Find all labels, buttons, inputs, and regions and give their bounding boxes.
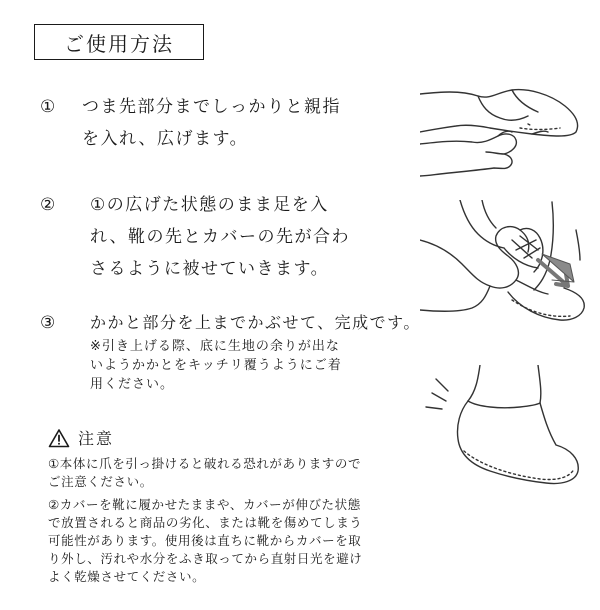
caution-heading [48, 426, 114, 449]
page-title-text: ご使用方法 [64, 31, 174, 56]
step-3-note-line-2: いようかかとをキッチリ覆うようにご着 [90, 358, 342, 373]
putting-cover-over-shoe-illustration [420, 200, 595, 330]
step-3-line-1: かかと部分を上までかぶせて、完成です。 [90, 313, 421, 332]
caution-heading-text: 注意 [78, 429, 115, 448]
caution-item-2-line-3: 可能性があります。使用後は直ちに靴からカバーを取 [48, 533, 362, 548]
step-2-line-2: れ、靴の先とカバーの先が合わ [90, 227, 351, 247]
caution-item-1-line-1: ①本体に爪を引っ掛けると破れる恐れがありますので [48, 456, 362, 471]
finished-covered-shoe-illustration [420, 365, 595, 500]
step-1 [40, 90, 380, 160]
step-2-line-3: さるように被せていきます。 [90, 259, 330, 279]
step-2-line-1: ①の広げた状態のまま足を入 [90, 195, 329, 215]
step-2-number: ② [40, 195, 57, 215]
step-1-line-1: つま先部分までしっかりと親指 [82, 97, 341, 117]
step-1-number: ① [40, 97, 57, 117]
step-1-line-2: を入れ、広げます。 [82, 129, 249, 149]
warning-triangle-icon [48, 428, 70, 448]
step-3-note-line-3: 用ください。 [90, 377, 175, 392]
caution-item-1-line-2: ご注意ください。 [48, 474, 153, 489]
step-2 [40, 188, 380, 288]
hands-spreading-cover-illustration [420, 72, 595, 182]
step-3-note-line-1: ※引き上げる際、底に生地の余りが出な [90, 339, 340, 354]
caution-item-2-line-2: で放置されると商品の劣化、または靴を傷めてしまう [48, 515, 363, 530]
page-title [34, 24, 204, 60]
caution-item-2-line-4: り外し、汚れや水分をふき取ってから直射日光を避け [48, 551, 363, 566]
step-3-number: ③ [40, 313, 57, 333]
caution-item-2-line-1: ②カバーを靴に履かせたままや、カバーが伸びた状態 [48, 497, 361, 512]
caution-item-2-line-5: よく乾燥させてください。 [48, 569, 206, 584]
